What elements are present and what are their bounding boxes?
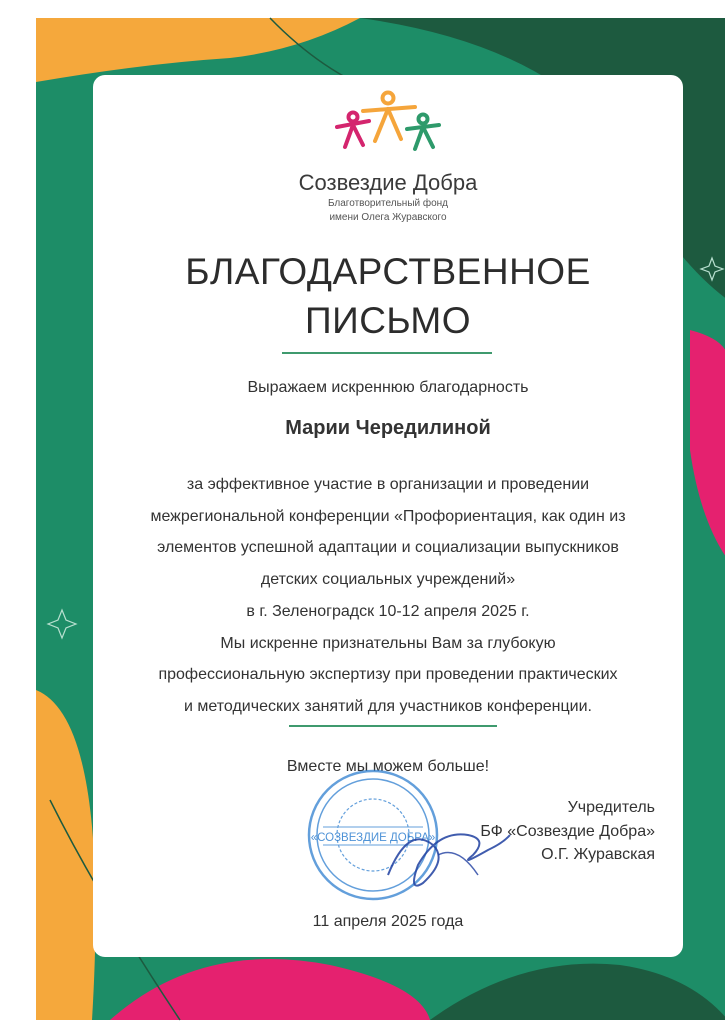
three-stars-people-icon: [323, 89, 453, 169]
org-subtitle-line1: Благотворительный фонд: [327, 198, 449, 209]
letter-card: [93, 75, 683, 957]
signer-name: О.Г. Журавская: [541, 846, 655, 863]
body-divider: [289, 725, 497, 727]
body-line: в г. Зеленоградск 10-12 апреля 2025 г.: [246, 602, 530, 620]
gratitude-intro: Выражаем искреннюю благодарность: [247, 379, 529, 396]
body-line: профессиональную экспертизу при проведении практических: [158, 666, 618, 684]
stamp-text: «СОЗВЕЗДИЕ ДОБРА»: [310, 832, 436, 844]
document-title-line1: БЛАГОДАРСТВЕННОЕ: [185, 251, 591, 292]
body-line: за эффективное участие в организации и проведении: [186, 476, 590, 493]
motto: Вместе мы можем больше!: [286, 758, 490, 775]
org-name: Созвездие Добра: [298, 170, 478, 195]
body-line: межрегиональной конференции «Профориентация, как один из: [150, 507, 626, 525]
signer-organization: БФ «Созвездие Добра»: [480, 822, 655, 840]
document-date: 11 апреля 2025 года: [312, 913, 464, 930]
body-line: и методических занятий для участников конференции.: [184, 697, 592, 715]
title-divider: [282, 352, 492, 354]
signer-role: Учредитель: [567, 799, 655, 816]
body-line: детских социальных учреждений»: [260, 571, 516, 589]
signature-block: [480, 796, 655, 867]
recipient-name: Марии Чередилиной: [285, 417, 491, 439]
body-line: элементов успешной адаптации и социализации выпускников: [157, 539, 619, 557]
letter-body: [93, 469, 683, 723]
org-subtitle-line2: имени Олега Журавского: [329, 212, 447, 223]
document-title-line2: ПИСЬМО: [305, 300, 471, 341]
body-line: Мы искренне признательны Вам за глубокую: [220, 634, 556, 652]
